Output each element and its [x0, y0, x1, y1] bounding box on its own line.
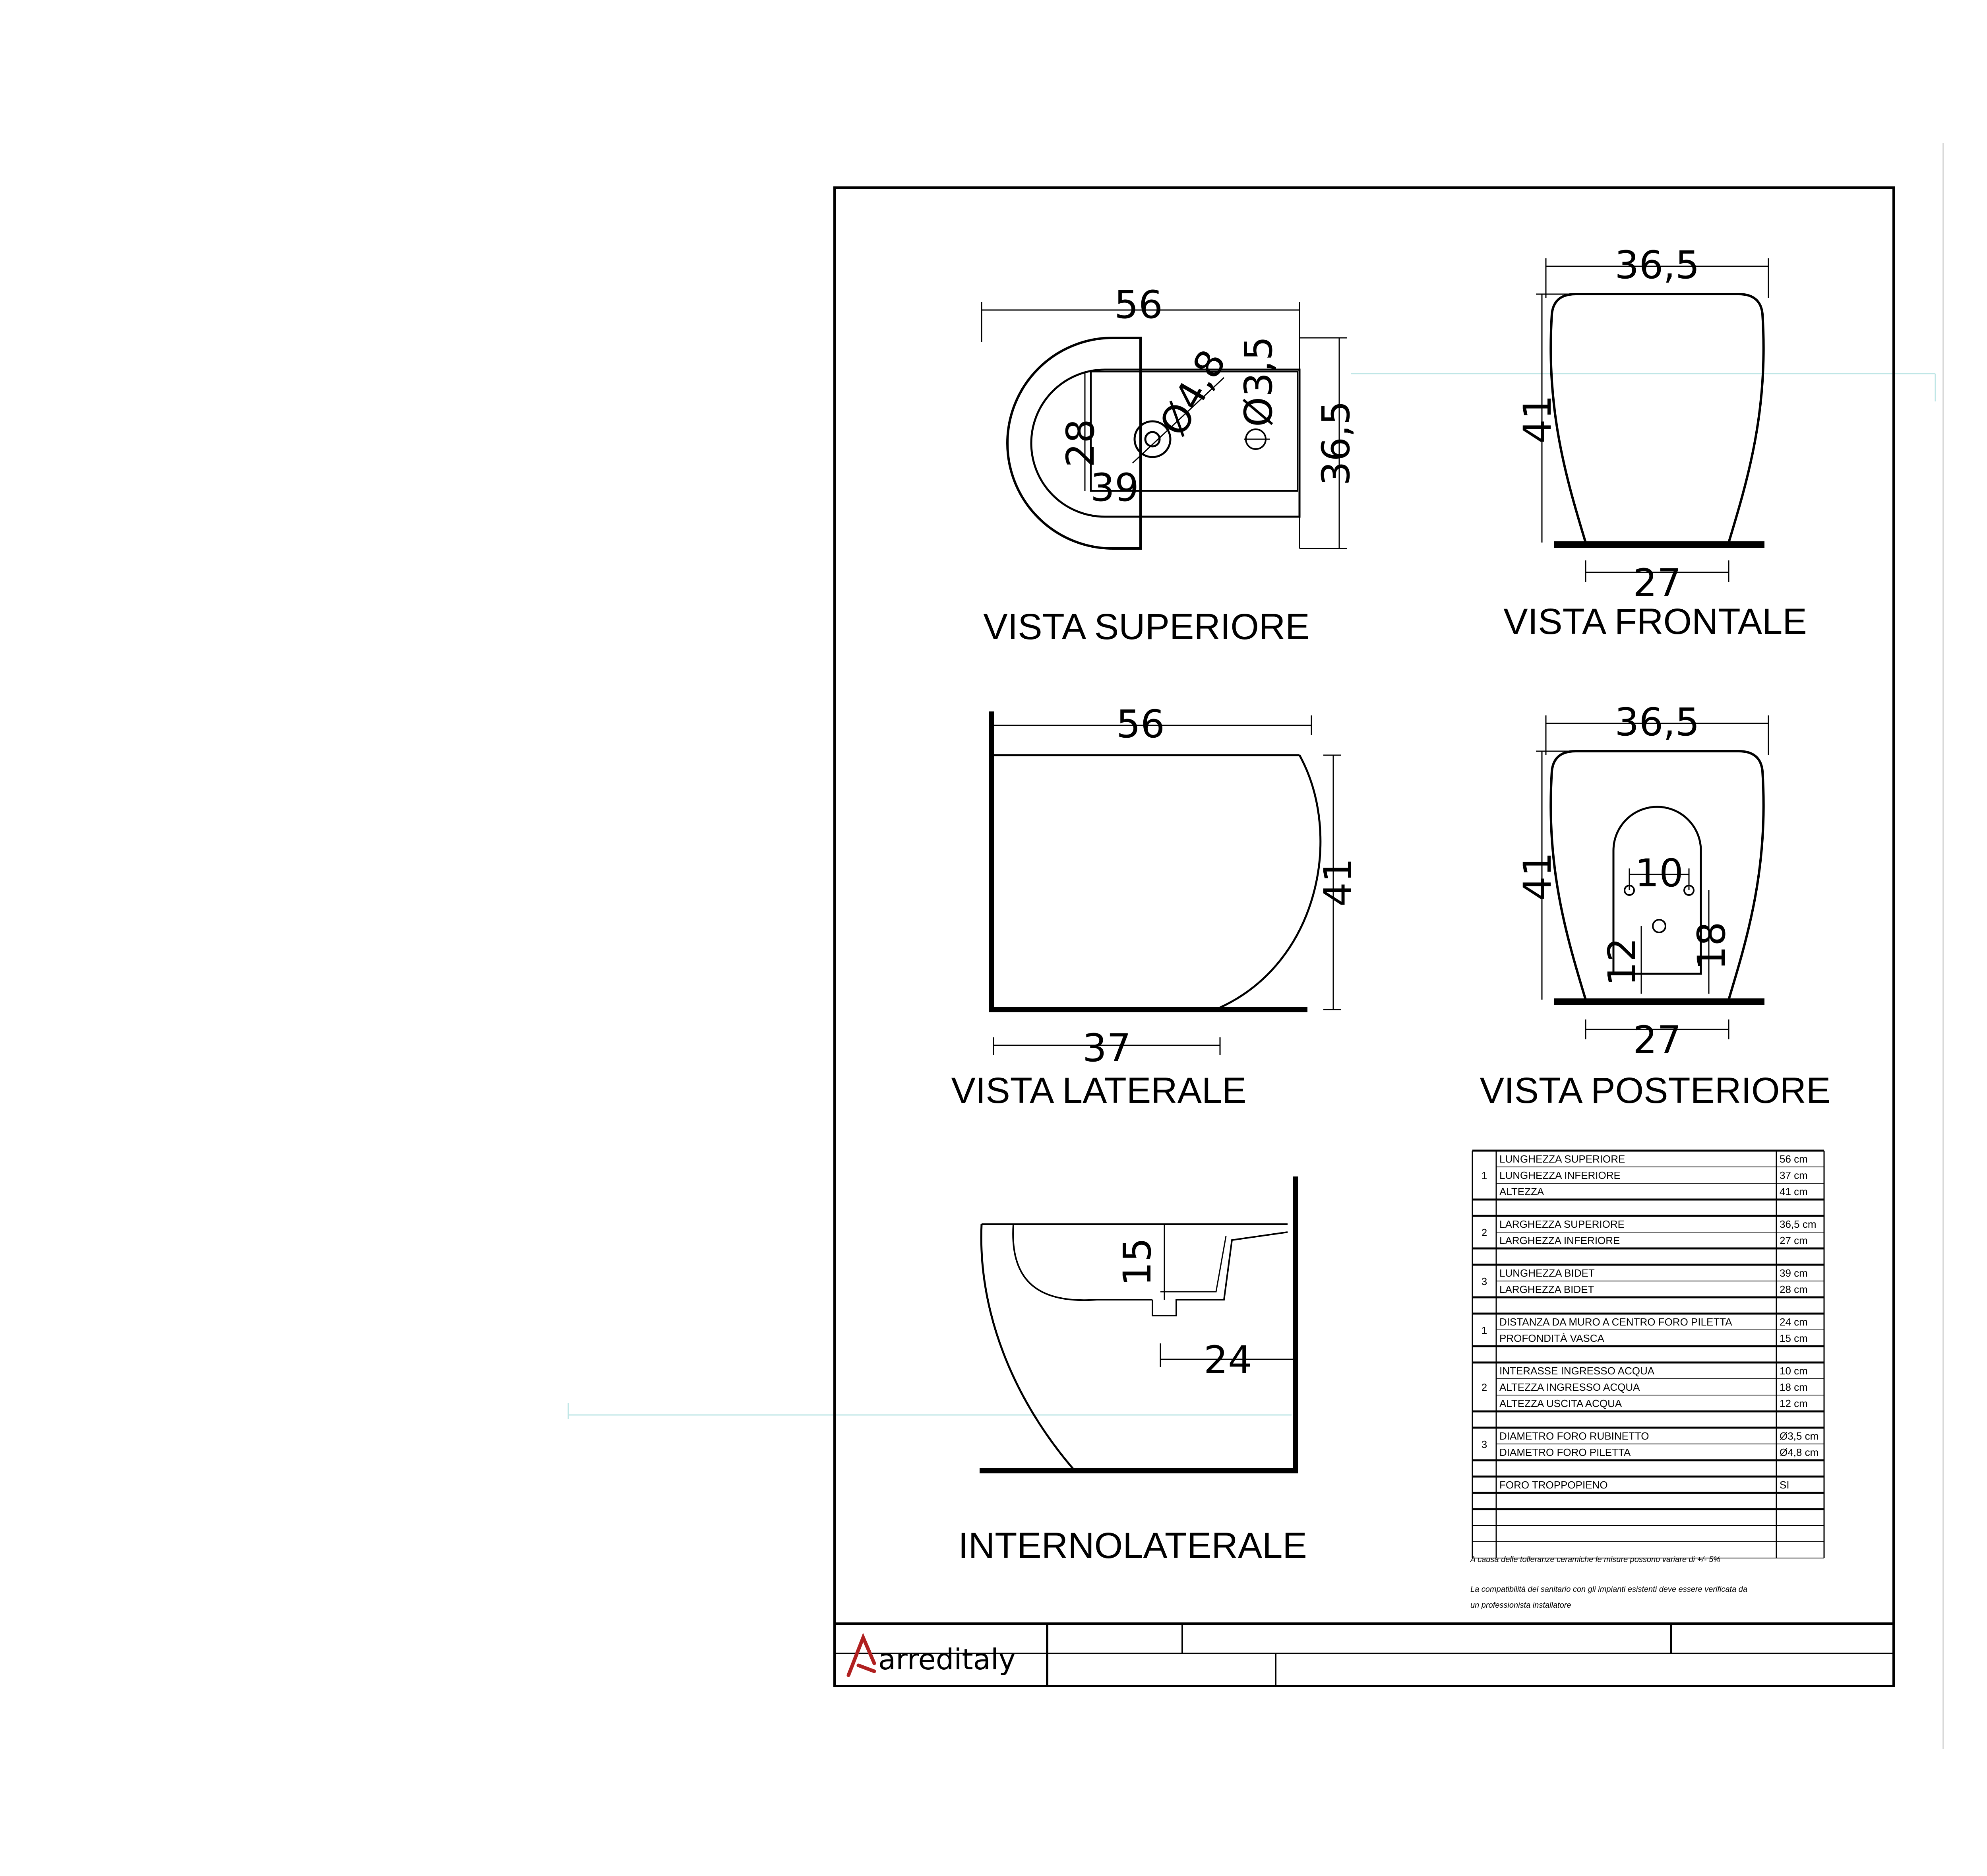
table-row-label: INTERASSE INGRESSO ACQUA [1499, 1365, 1655, 1377]
table-row-value: 24 cm [1780, 1316, 1808, 1328]
table-row-value: 56 cm [1780, 1153, 1808, 1165]
top-view-title: VISTA SUPERIORE [983, 607, 1310, 647]
table-row-value: 41 cm [1780, 1186, 1808, 1198]
internal-view [980, 1176, 1296, 1471]
front-view-body [1551, 294, 1763, 543]
tap-diameter-label: Ø3,5 [1236, 336, 1281, 427]
basin-width-label: 28 [1058, 419, 1103, 468]
front-view [1536, 258, 1768, 582]
table-row-label: LARGHEZZA BIDET [1499, 1283, 1594, 1295]
internal-wall [980, 1176, 1296, 1471]
table-row-label: LARGHEZZA SUPERIORE [1499, 1218, 1625, 1230]
table-row-label: ALTEZZA USCITA ACQUA [1499, 1397, 1622, 1409]
front-base-width-label: 27 [1633, 561, 1682, 605]
table-group-number: 3 [1481, 1438, 1487, 1450]
table-row-label: LARGHEZZA INFERIORE [1499, 1235, 1620, 1246]
side-height-label: 41 [1316, 858, 1360, 907]
table-row-label: ALTEZZA INGRESSO ACQUA [1499, 1381, 1640, 1393]
inlet-spacing-label: 10 [1635, 851, 1684, 895]
outlet-height-label: 12 [1600, 937, 1644, 986]
table-row-label: DISTANZA DA MURO A CENTRO FORO PILETTA [1499, 1316, 1732, 1328]
table-group-number: 1 [1481, 1324, 1487, 1336]
internal-drain-inner [1160, 1236, 1226, 1292]
tolerance-note: A causa delle tolleranze ceramiche le misure possono variare di +/- 5% [1470, 1555, 1721, 1564]
front-view-title: VISTA FRONTALE [1503, 601, 1807, 642]
table-row-value: 10 cm [1780, 1365, 1808, 1377]
hole-diameter-label: Ø4,8 [1150, 342, 1235, 444]
table-row-value: 39 cm [1780, 1267, 1808, 1279]
table-row-value: 27 cm [1780, 1235, 1808, 1246]
brand-name: arreditaly [878, 1643, 1016, 1676]
inlet-height-label: 18 [1689, 921, 1734, 971]
table-row-label: LUNGHEZZA SUPERIORE [1499, 1153, 1625, 1165]
rear-view-title: VISTA POSTERIORE [1480, 1070, 1831, 1111]
side-view-title: VISTA LATERALE [951, 1070, 1247, 1111]
rear-height-label: 41 [1515, 852, 1560, 901]
table-row-label: DIAMETRO FORO RUBINETTO [1499, 1430, 1649, 1442]
drain-distance-label: 24 [1203, 1338, 1253, 1382]
top-length-label: 56 [1114, 283, 1163, 327]
table-row-value: 12 cm [1780, 1397, 1808, 1409]
top-width-label: 36,5 [1314, 401, 1358, 486]
bowl-depth-label: 15 [1115, 1237, 1160, 1287]
table-row-label: LUNGHEZZA BIDET [1499, 1267, 1595, 1279]
front-height-label: 41 [1515, 395, 1560, 444]
water-outlet [1653, 920, 1666, 932]
compatibility-note-line2: un professionista installatore [1470, 1601, 1571, 1610]
brand-logo [848, 1638, 1015, 1676]
compatibility-note-line1: La compatibilità del sanitario con gli impianti esistenti deve essere verificata da [1470, 1585, 1748, 1594]
table-group-number: 2 [1481, 1227, 1487, 1238]
table-row-label: DIAMETRO FORO PILETTA [1499, 1446, 1631, 1458]
side-top-length-label: 56 [1116, 702, 1165, 746]
table-row-value: 36,5 cm [1780, 1218, 1817, 1230]
side-view-curve [1220, 755, 1321, 1008]
table-group-number: 3 [1481, 1275, 1487, 1287]
table-row-value: Ø4,8 cm [1780, 1446, 1819, 1458]
side-view [992, 711, 1341, 1055]
internal-outer-curve [981, 1224, 1073, 1469]
rear-base-width-label: 27 [1633, 1018, 1682, 1062]
table-row-value: 15 cm [1780, 1332, 1808, 1344]
table-group-number: 2 [1481, 1381, 1487, 1393]
front-top-width-label: 36,5 [1615, 243, 1700, 287]
table-row-value: Ø3,5 cm [1780, 1430, 1819, 1442]
rear-top-width-label: 36,5 [1615, 700, 1700, 744]
internal-view-title: INTERNOLATERALE [958, 1525, 1307, 1566]
table-row-value: 18 cm [1780, 1381, 1808, 1393]
table-row-label: FORO TROPPOPIENO [1499, 1479, 1608, 1491]
table-group-number: 1 [1481, 1169, 1487, 1182]
table-row-value: 37 cm [1780, 1169, 1808, 1181]
table-row-label: ALTEZZA [1499, 1186, 1544, 1198]
basin-length-label: 39 [1090, 465, 1139, 510]
table-row-label: PROFONDITÀ VASCA [1499, 1332, 1604, 1344]
table-row-label: LUNGHEZZA INFERIORE [1499, 1169, 1621, 1181]
internal-drain [1152, 1232, 1288, 1316]
table-row-value: 28 cm [1780, 1283, 1808, 1295]
table-row-value: SI [1780, 1479, 1789, 1491]
brand-mark-icon [848, 1638, 874, 1675]
side-base-length-label: 37 [1082, 1026, 1131, 1070]
dimension-table [1472, 1151, 1824, 1558]
